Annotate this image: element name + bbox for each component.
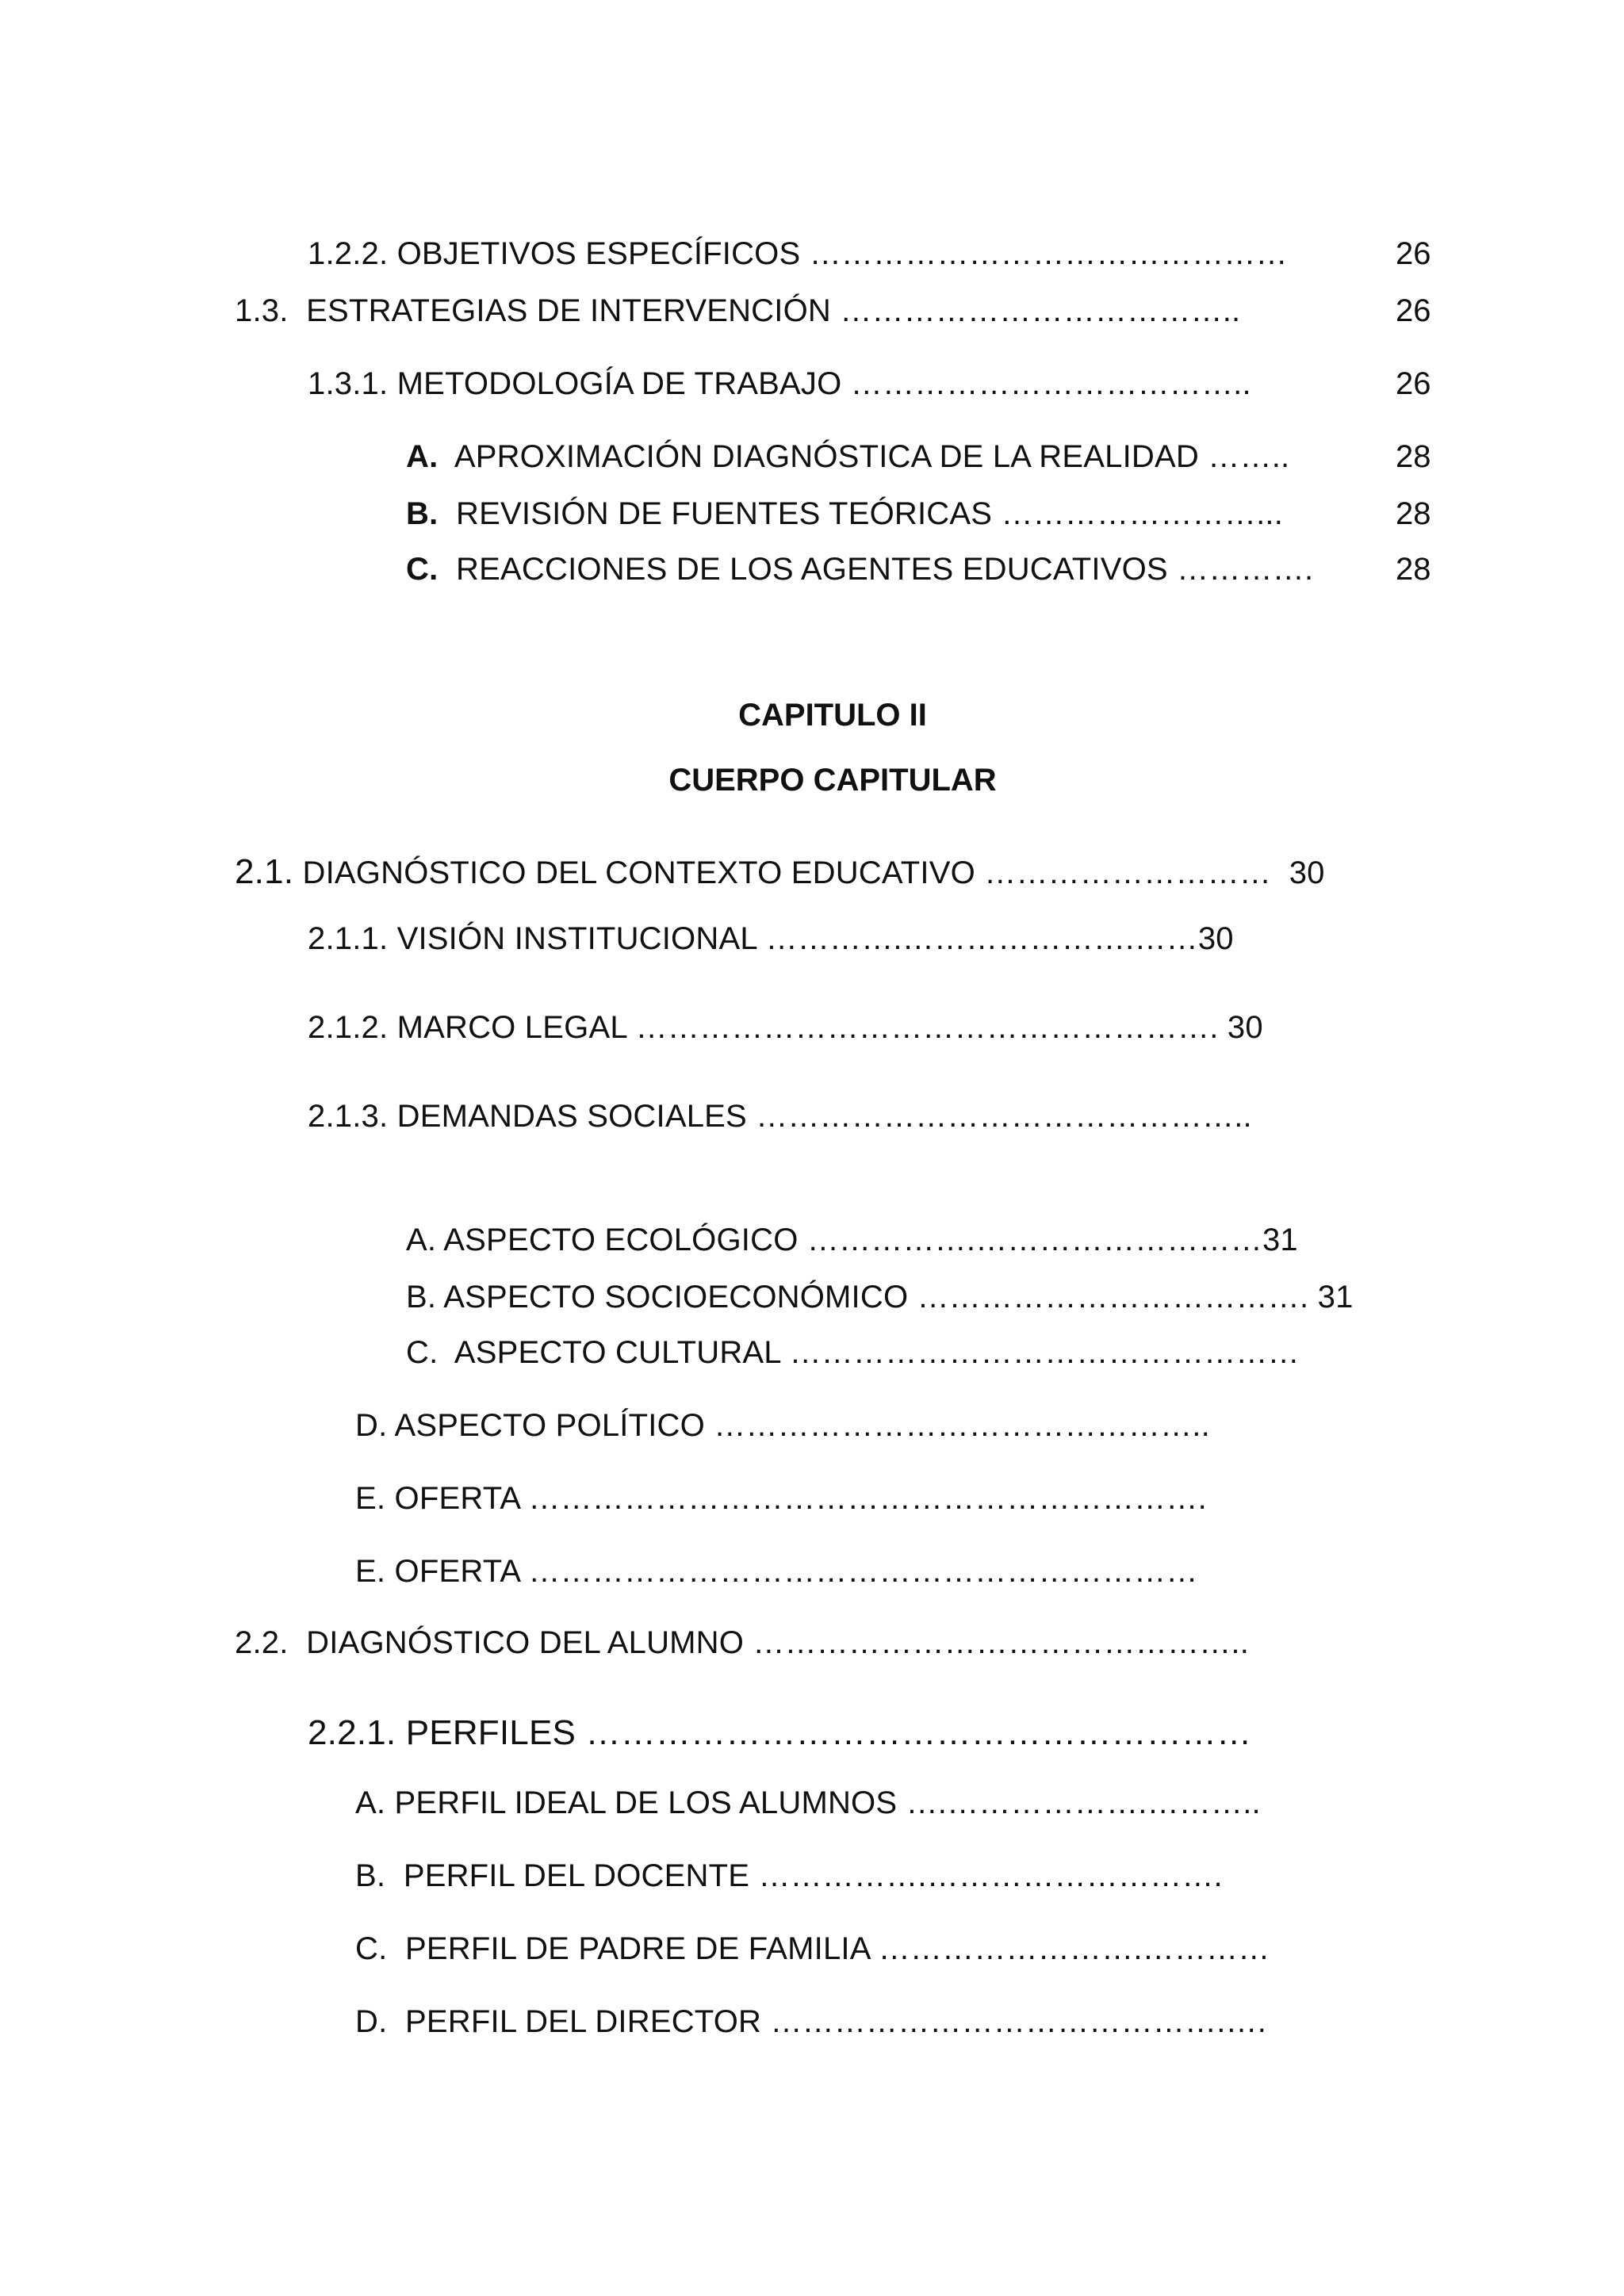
dot-leader: …………………………………….…. [770,2004,1267,2039]
entry-title: VISIÓN INSTITUCIONAL [396,921,757,956]
entry-title: E. OFERTA [355,1481,520,1516]
dot-leader: ….……………….……….. [906,1785,1261,1820]
page-number: 30 [1227,1010,1263,1045]
page-number: 26 [1396,293,1431,328]
entry-letter: A. [406,439,439,474]
entry-number: 1.2.2. [308,236,389,271]
page-number: 28 [1396,552,1431,587]
dot-leader: …………….………………………. [758,1858,1223,1893]
entry-title: DEMANDAS SOCIALES [396,1099,747,1134]
entry-title: DIAGNÓSTICO DEL ALUMNO [306,1625,745,1660]
entry-number: 2.2. [235,1625,289,1660]
page-number: 30 [1197,921,1234,956]
entry-title: METODOLOGÍA DE TRABAJO [396,366,842,401]
dot-leader: ……………………………….. [840,293,1241,328]
toc-entry-aspecto-ecologico [406,1221,1298,1259]
dot-leader: ……………………………………….. [756,1099,1252,1134]
entry-letter: B. [406,496,439,531]
toc-entry-2-1-3 [308,1097,1252,1135]
dot-leader: ………………………………………………………. [528,1481,1207,1516]
toc-entry-oferta [355,1479,1207,1517]
toc-entry-1-3-1 [308,365,1251,403]
toc-entry-b [406,495,1283,533]
toc-entry-1-2-2 [308,235,1288,273]
entry-title: APROXIMACIÓN DIAGNÓSTICA DE LA REALIDAD [454,439,1199,474]
entry-title: A. PERFIL IDEAL DE LOS ALUMNOS [355,1785,898,1820]
toc-entry-2-1-2 [308,1008,1263,1047]
toc-entry-2-2 [235,1624,1249,1662]
dot-leader: …………. [1177,552,1314,587]
toc-entry-perfil-docente [355,1857,1223,1895]
dot-leader: ……………………... [1001,496,1284,531]
toc-entry-2-2-1 [308,1714,1251,1752]
toc-entry-perfil-padre [355,1930,1270,1968]
entry-title: D. ASPECTO POLÍTICO [355,1408,705,1443]
entry-title: E. OFERTA [355,1554,520,1589]
toc-entry-perfil-alumnos [355,1784,1261,1822]
entry-number: 2.1.2. [308,1010,389,1045]
entry-title: MARCO LEGAL [396,1010,627,1045]
dot-leader: …………………….………… [878,1931,1270,1966]
entry-title: PERFILES [405,1713,576,1752]
dot-leader: ………….………………….…… [765,921,1198,956]
dot-leader: ………………………………………… [789,1335,1300,1370]
entry-title: ESTRATEGIAS DE INTERVENCIÓN [306,293,831,328]
toc-entry-c [406,550,1313,588]
entry-title: B. ASPECTO SOCIOECONÓMICO [406,1280,909,1314]
entry-title: OBJETIVOS ESPECÍFICOS [396,236,801,271]
dot-leader: ……………………………………… [809,236,1288,271]
dot-leader: ………………………………………………… [585,1713,1252,1752]
entry-title: REACCIONES DE LOS AGENTES EDUCATIVOS [456,552,1168,587]
dot-leader: ………………………………. [917,1280,1309,1314]
toc-entry-2-1-1 [308,920,1234,958]
entry-number: 2.1.3. [308,1099,389,1134]
dot-leader: ……………………………………….. [753,1625,1250,1660]
entry-title: DIAGNÓSTICO DEL CONTEXTO EDUCATIVO [302,855,975,890]
page-number: 28 [1396,496,1431,531]
entry-title: REVISIÓN DE FUENTES TEÓRICAS [456,496,993,531]
toc-entry-aspecto-socioeconomico [406,1278,1354,1316]
toc-entry-2-1 [235,853,1325,892]
entry-letter: C. [406,552,439,587]
dot-leader: ……………………………………….. [714,1408,1210,1443]
dot-leader: …….. [1208,439,1290,474]
toc-entry-aspecto-cultural [406,1334,1300,1372]
entry-title: D. PERFIL DEL DIRECTOR [355,2004,762,2039]
page-number: 28 [1396,439,1431,474]
entry-title: C. ASPECTO CULTURAL [406,1335,781,1370]
dot-leader: …………….……………………… [806,1223,1262,1257]
page-number: 31 [1262,1223,1298,1257]
dot-leader: ……………………………………………………… [528,1554,1198,1589]
toc-entry-perfil-director [355,2003,1266,2041]
entry-number: 2.1. [235,852,294,891]
toc-entry-oferta [355,1552,1198,1590]
entry-title: A. ASPECTO ECOLÓGICO [406,1223,799,1257]
dot-leader: ………………………………………………. [635,1010,1219,1045]
toc-entry-1-3 [235,292,1240,330]
entry-number: 2.2.1. [308,1713,396,1752]
chapter-subtitle: CUERPO CAPITULAR [668,763,997,798]
toc-entry-a [406,438,1289,476]
page-number: 30 [1289,855,1325,890]
entry-number: 1.3.1. [308,366,389,401]
chapter-heading: CAPITULO II [738,698,927,733]
entry-number: 1.3. [235,293,289,328]
entry-number: 2.1.1. [308,921,389,956]
toc-entry-aspecto-politico [355,1406,1210,1445]
entry-title: C. PERFIL DE PADRE DE FAMILIA [355,1931,870,1966]
page-number: 26 [1396,366,1431,401]
dot-leader: ……………………………….. [850,366,1251,401]
dot-leader: ……………………… [984,855,1272,890]
page-number: 31 [1317,1280,1354,1314]
page-number: 26 [1396,236,1431,271]
entry-title: B. PERFIL DEL DOCENTE [355,1858,750,1893]
